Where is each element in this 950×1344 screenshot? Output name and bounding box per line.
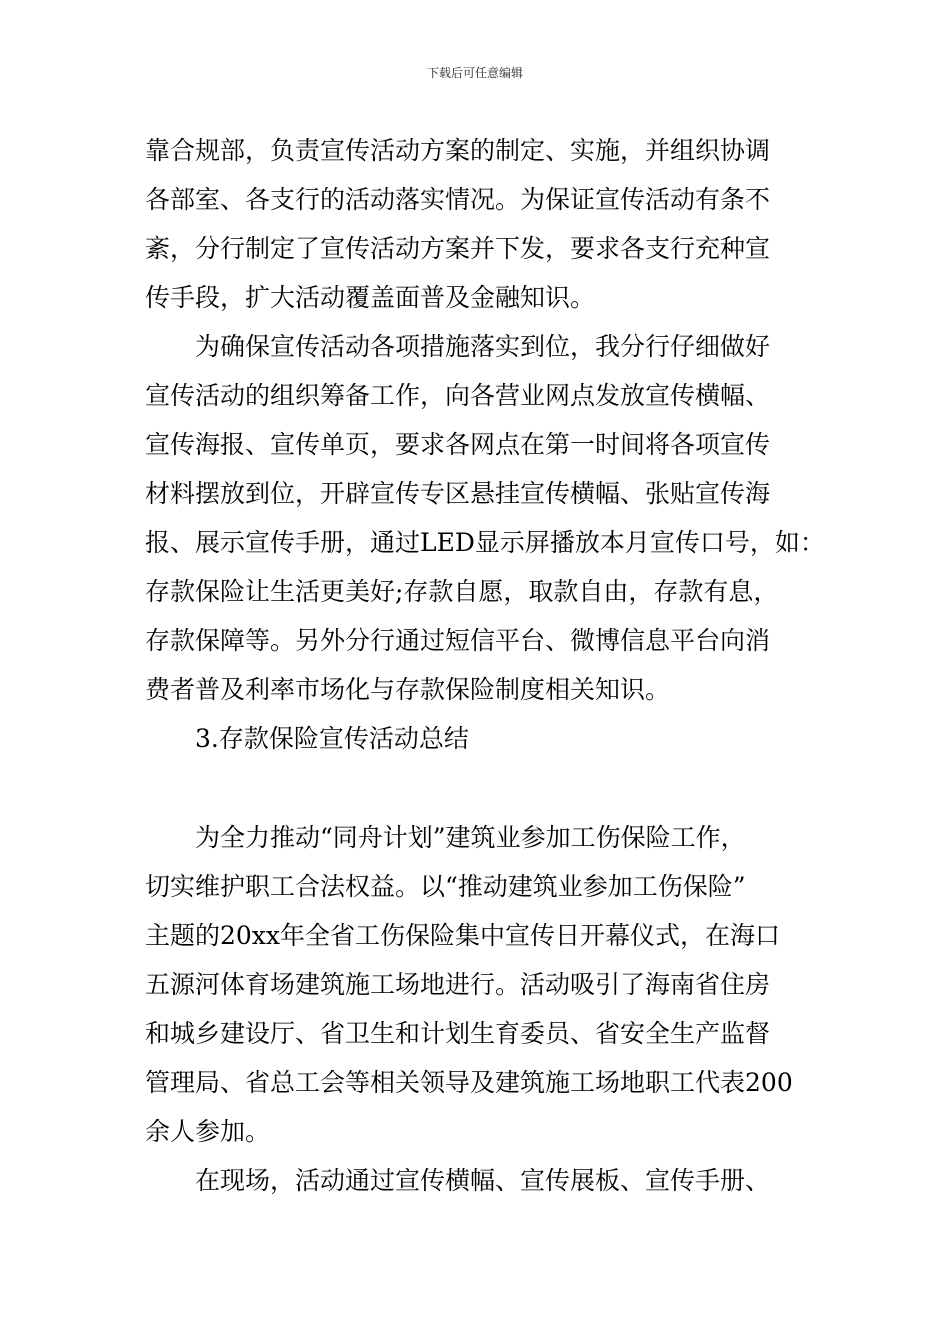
text-line: 报、展示宣传手册，通过LED显示屏播放本月宣传口号，如： [145, 528, 825, 557]
text-line: 存款保险让生活更美好;存款自愿，取款自由，存款有息， [145, 577, 779, 606]
document-body [145, 126, 825, 1205]
text-line: 传手段，扩大活动覆盖面普及金融知识。 [145, 283, 596, 312]
text-line: 和城乡建设厅、省卫生和计划生育委员、省安全生产监督 [145, 1019, 771, 1048]
paragraph-injury-insurance [145, 813, 825, 1156]
text-line: 管理局、省总工会等相关领导及建筑施工场地职工代表200 [145, 1068, 793, 1097]
text-line: 主题的20xx年全省工伤保险集中宣传日开幕仪式，在海口 [145, 921, 781, 950]
text-line: 靠合规部，负责宣传活动方案的制定、实施，并组织协调 [145, 136, 771, 165]
spacer [145, 763, 825, 813]
paragraph-on-site [145, 1156, 825, 1205]
text-line: 余人参加。 [145, 1117, 271, 1146]
text-line: 宣传海报、宣传单页，要求各网点在第一时间将各项宣传 [145, 430, 771, 459]
section-title: 3.存款保险宣传活动总结 [195, 724, 469, 753]
text-line: 五源河体育场建筑施工场地进行。活动吸引了海南省住房 [145, 970, 771, 999]
text-line: 为确保宣传活动各项措施落实到位，我分行仔细做好 [195, 332, 771, 361]
text-line: 材料摆放到位，开辟宣传专区悬挂宣传横幅、张贴宣传海 [145, 479, 771, 508]
text-line: 存款保障等。另外分行通过短信平台、微博信息平台向消 [145, 626, 771, 655]
paragraph-bank-activities [145, 126, 825, 322]
text-line: 在现场，活动通过宣传横幅、宣传展板、宣传手册、 [195, 1166, 771, 1195]
section-heading [145, 714, 825, 763]
paragraph-measures [145, 322, 825, 714]
text-line: 各部室、各支行的活动落实情况。为保证宣传活动有条不 [145, 185, 771, 214]
text-line: 宣传活动的组织筹备工作，向各营业网点发放宣传横幅、 [145, 381, 771, 410]
text-line: 切实维护职工合法权益。以“推动建筑业参加工伤保险” [145, 872, 746, 901]
text-line: 为全力推动“同舟计划”建筑业参加工伤保险工作， [195, 823, 746, 852]
text-line: 紊，分行制定了宣传活动方案并下发，要求各支行充种宣 [145, 234, 771, 263]
text-line: 费者普及利率市场化与存款保险制度相关知识。 [145, 675, 671, 704]
page-header: 下载后可任意编辑 [426, 66, 523, 80]
